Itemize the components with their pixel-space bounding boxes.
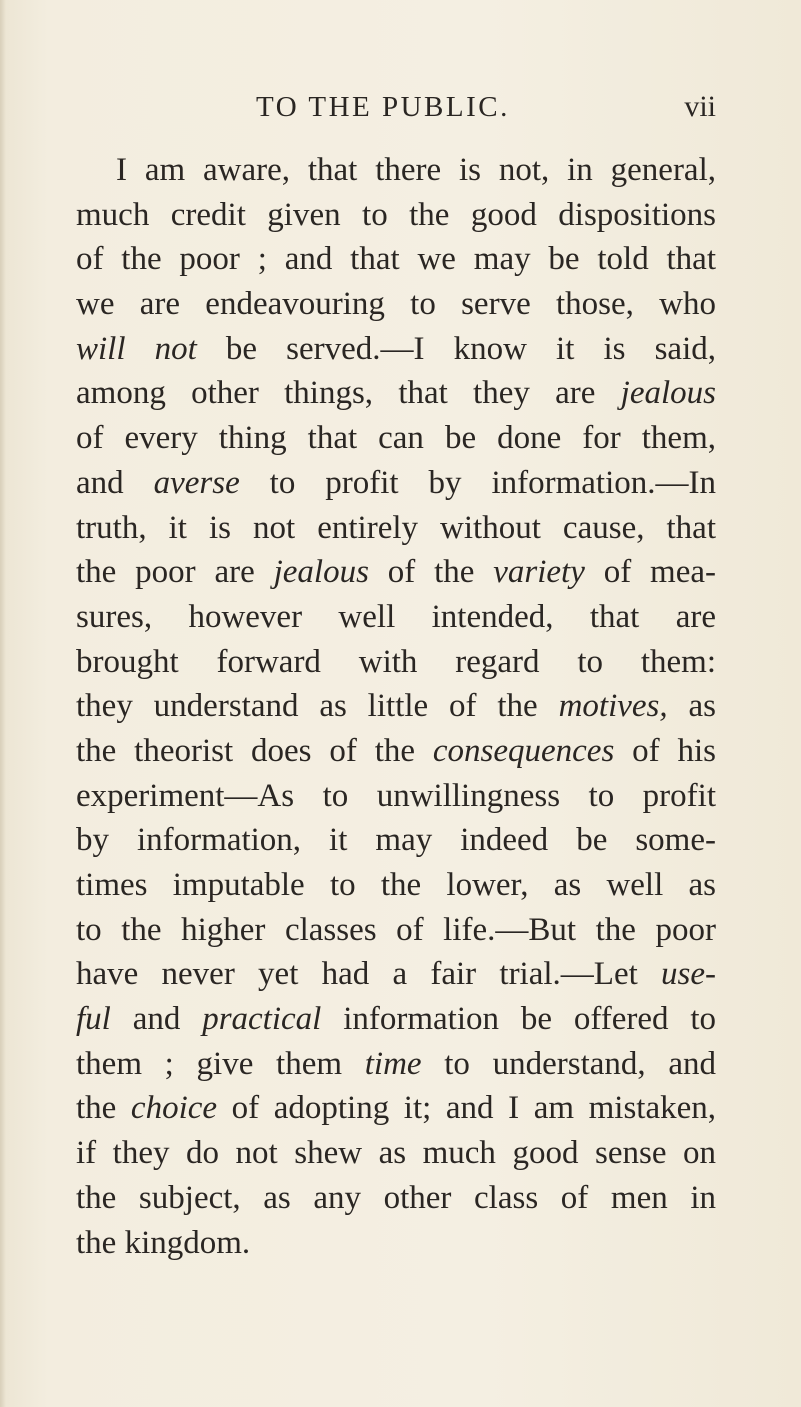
italic-emphasis: jealous [620, 375, 716, 412]
text-line: to the higher classes of life.—But the poor [76, 911, 716, 948]
text-line: among other things, that they are jealous [76, 375, 716, 412]
running-title: TO THE PUBLIC. [256, 91, 510, 123]
text-line: truth, it is not entirely without cause, that [76, 509, 716, 546]
running-head [256, 90, 716, 130]
text-line: the choice of adopting it; and I am mistaken, [76, 1090, 716, 1127]
italic-emphasis: motives, [558, 688, 668, 725]
text-line: the subject, as any other class of men in [76, 1179, 716, 1216]
text-line: the kingdom. [76, 1224, 251, 1261]
text-line: ful and practical information be offered to [76, 1001, 716, 1038]
text-line: times imputable to the lower, as well as [76, 867, 716, 903]
italic-emphasis: time [364, 1045, 422, 1082]
body-paragraph [76, 148, 716, 1265]
italic-emphasis: use- [661, 956, 716, 993]
italic-emphasis: consequences [432, 732, 615, 769]
text-line: much credit given to the good dispositions [76, 196, 716, 233]
italic-emphasis: jealous [273, 554, 369, 591]
text-line: will not be served.—I know it is said, [76, 330, 716, 367]
text-line: I am aware, that there is not, in general, [116, 152, 716, 188]
italic-emphasis: ful [76, 1001, 111, 1038]
text-line: of every thing that can be done for them, [76, 420, 716, 457]
italic-emphasis: variety [493, 554, 585, 591]
text-line: brought forward with regard to them: [76, 643, 716, 680]
text-line: of the poor ; and that we may be told that [76, 241, 716, 278]
text-line: if they do not shew as much good sense on [76, 1135, 716, 1172]
page-number: vii [684, 90, 716, 123]
text-line: them ; give them time to understand, and [76, 1045, 717, 1082]
italic-emphasis: practical [202, 1001, 322, 1038]
text-line: have never yet had a fair trial.—Let use- [76, 956, 716, 993]
page-gutter-shadow [0, 0, 6, 1407]
text-line: the poor are jealous of the variety of mea- [76, 554, 716, 591]
text-line: they understand as little of the motives, as [76, 688, 716, 725]
text-line: we are endeavouring to serve those, who [76, 286, 716, 323]
italic-emphasis: choice [130, 1090, 218, 1127]
italic-emphasis: will not [76, 330, 197, 367]
text-line: the theorist does of the consequences of his [76, 732, 717, 769]
text-line: experiment—As to unwillingness to profit [76, 777, 716, 814]
text-line: sures, however well intended, that are [76, 598, 716, 635]
italic-emphasis: averse [153, 464, 240, 501]
text-line: and averse to profit by information.—In [76, 464, 716, 501]
text-line: by information, it may indeed be some- [76, 822, 716, 859]
